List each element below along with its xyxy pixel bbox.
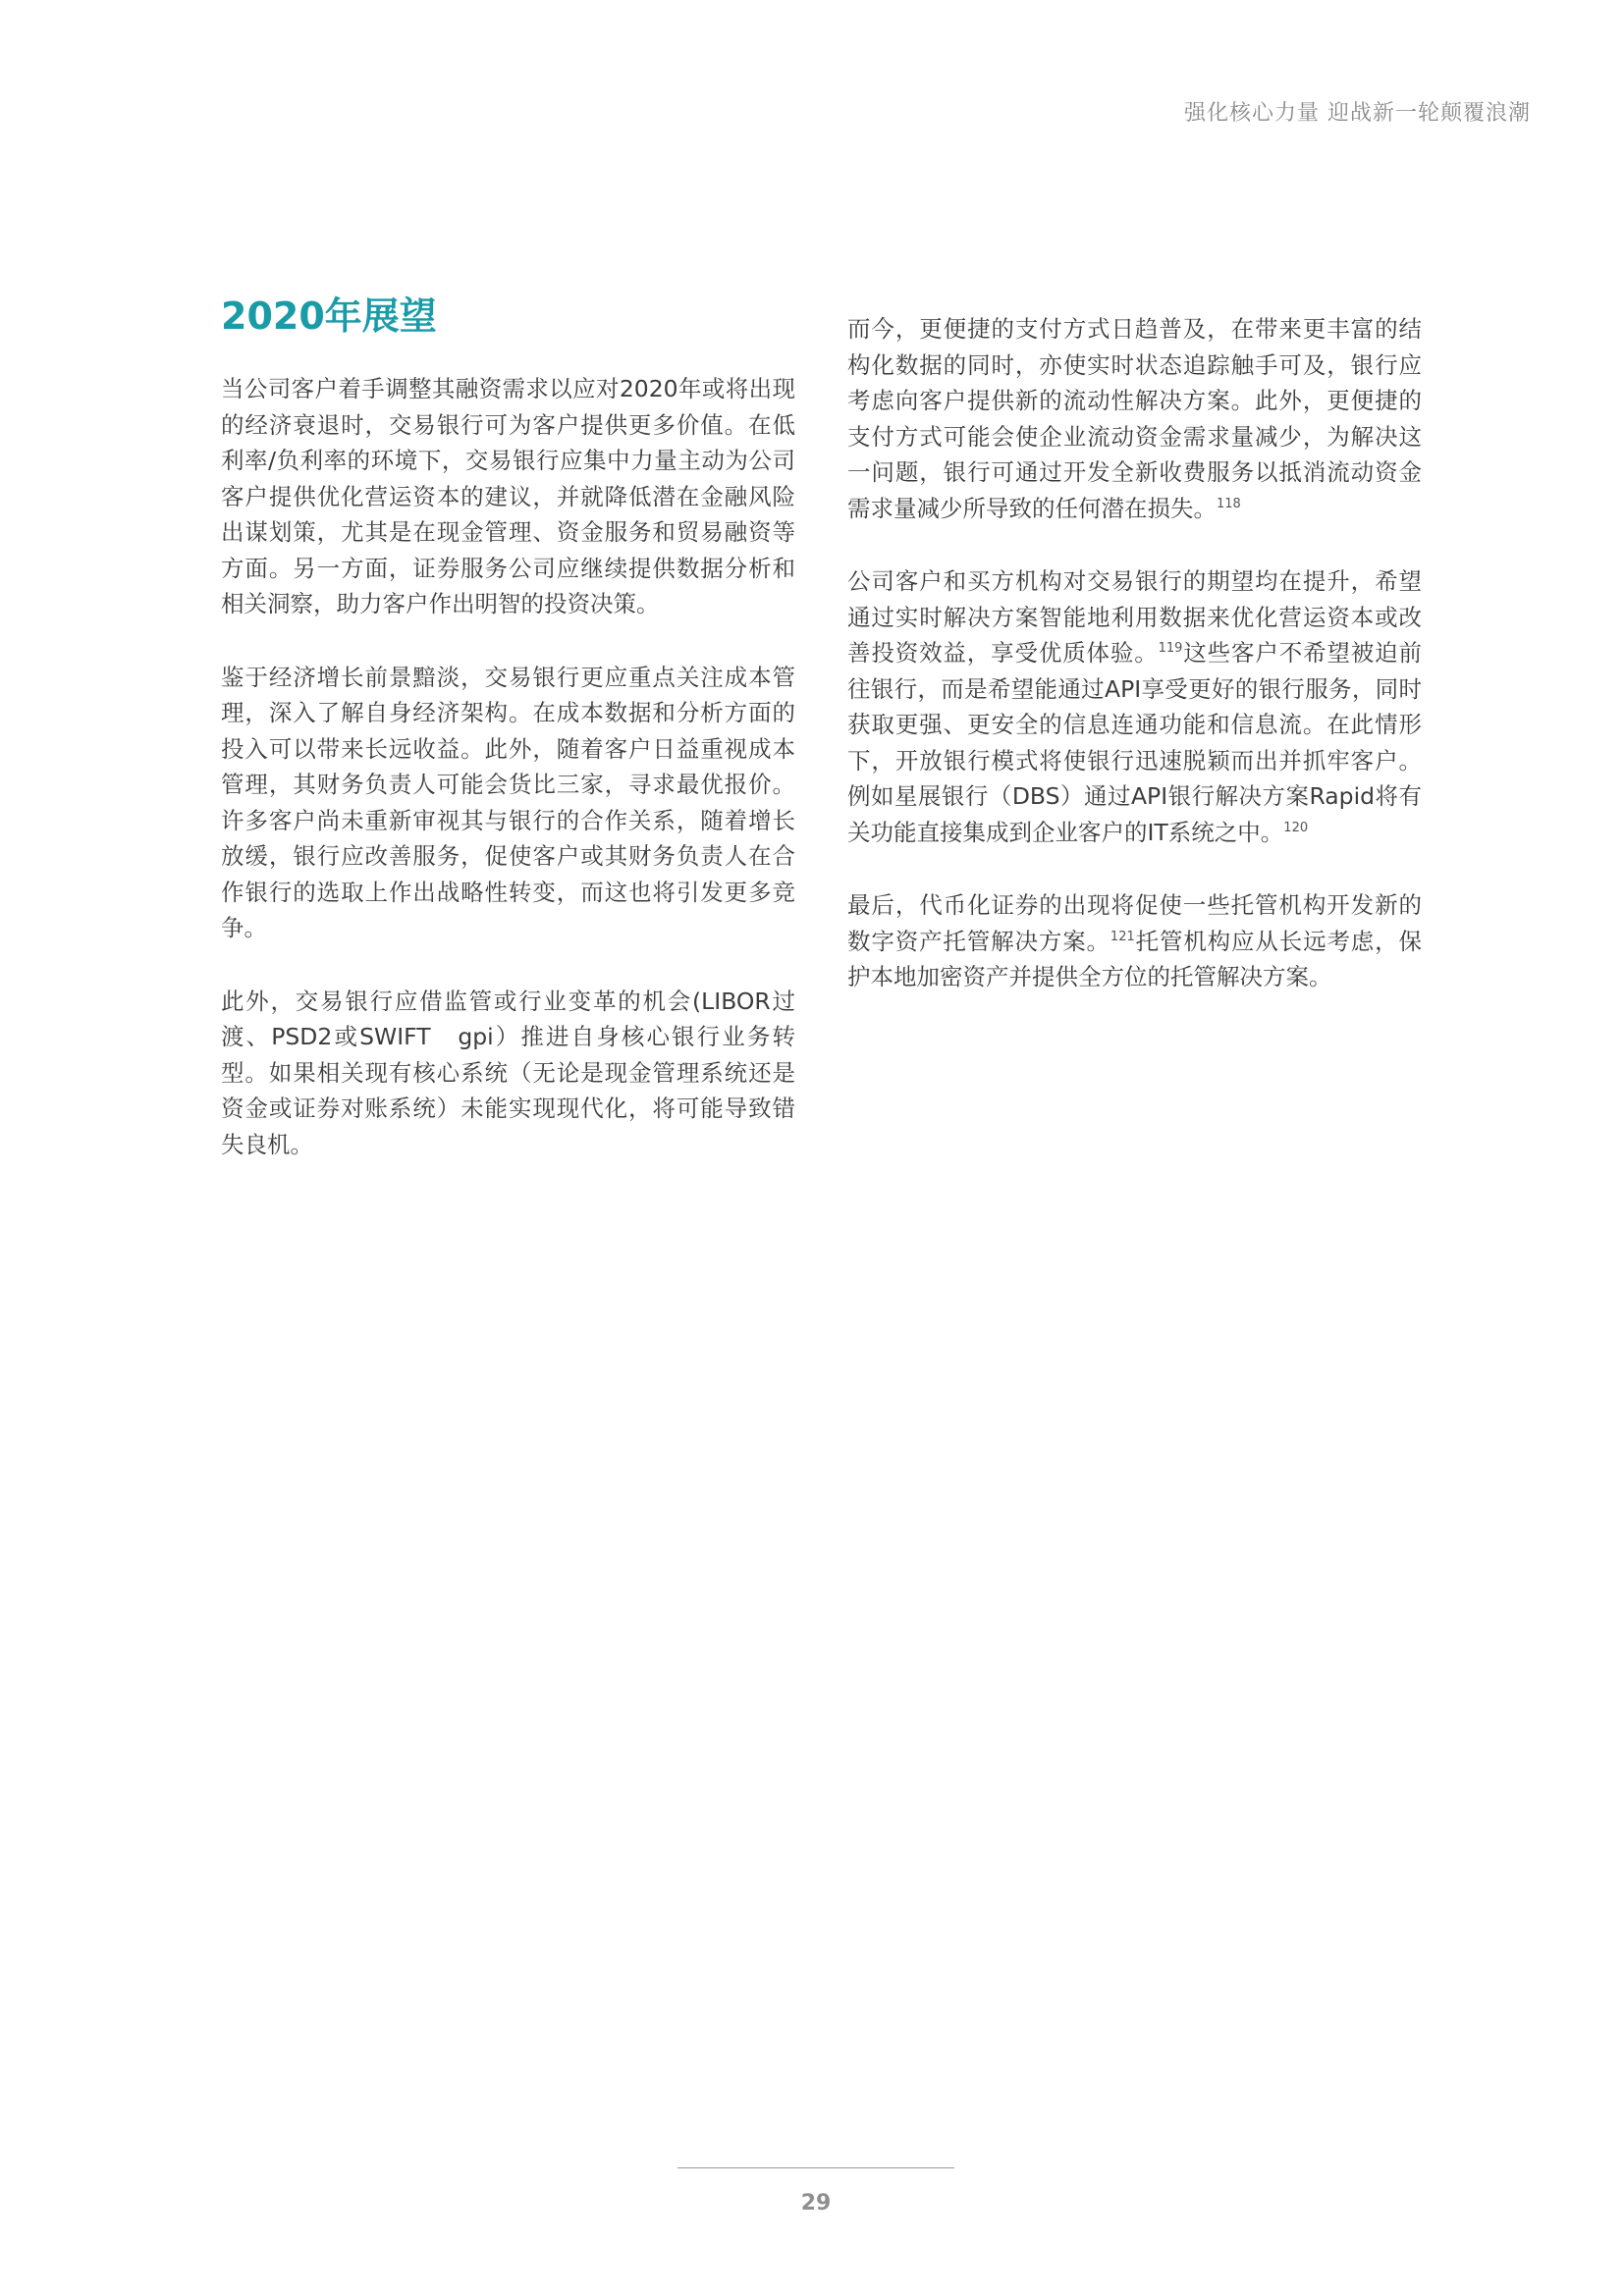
paragraph-text: 托管机构应从长远考虑，保护本地加密资产并提供全方位的托管解决方案。 <box>847 927 1423 990</box>
paragraph <box>847 311 1422 526</box>
paragraph: 当公司客户着手调整其融资需求以应对2020年或将出现的经济衰退时，交易银行可为客户提供更多价值。在低利率/负利率的环境下，交易银行应集中力量主动为公司客户提供优化营运资本的建议，并就降低潜在金融风险出谋划策，尤其是在现金管理、资金服务和贸易融资等方面。另一方面，证券服务公司应继续提供数据分析和相关洞察，助力客户作出明智的投资决策。 <box>221 375 795 617</box>
footnote-ref: 121 <box>1110 929 1135 944</box>
paragraph <box>847 887 1422 995</box>
left-column <box>221 294 795 1200</box>
paragraph-text: 而今，更便捷的支付方式日趋普及，在带来更丰富的结构化数据的同时，亦使实时状态追踪触手可及，银行应考虑向客户提供新的流动性解决方案。此外，更便捷的支付方式可能会使企业流动资金需求量减少，为解决这一问题，银行可通过开发全新收费服务以抵消流动资金需求量减少所导致的任何潜在损失。 <box>847 315 1422 522</box>
paragraph-text: 这些客户不希望被迫前往银行，而是希望能通过API享受更好的银行服务，同时获取更强、更安全的信息连通功能和信息流。在此情形下，开放银行模式将使银行迅速脱颖而出并抓牢客户。例如星展银行（DBS）通过API银行解决方案Rapid将有关功能直接集成到企业客户的IT系统之中。 <box>847 639 1423 846</box>
paragraph: 此外，交易银行应借监管或行业变革的机会(LIBOR过渡、PSD2或SWIFT gpi）推进自身核心银行业务转型。如果相关现有核心系统（无论是现金管理系统还是资金或证券对账系统）未能实现现代化，将可能导致错失良机。 <box>221 987 795 1158</box>
paragraph-text: 最后，代币化证券的出现将促使一些托管机构开发新的数字资产托管解决方案。 <box>847 891 1422 955</box>
footnote-ref: 119 <box>1158 641 1183 656</box>
page-number: 29 <box>800 2191 832 2216</box>
footnote-ref: 118 <box>1217 496 1241 511</box>
footnote-ref: 120 <box>1283 820 1309 835</box>
footer-divider <box>677 2167 954 2168</box>
right-column <box>847 311 1422 1033</box>
section-title: 2020年展望 <box>221 294 437 338</box>
paragraph: 鉴于经济增长前景黯淡，交易银行更应重点关注成本管理，深入了解自身经济架构。在成本数据和分析方面的投入可以带来长远收益。此外，随着客户日益重视成本管理，其财务负责人可能会货比三家，寻求最优报价。许多客户尚未重新审视其与银行的合作关系，随着增长放缓，银行应改善服务，促使客户或其财务负责人在合作银行的选取上作出战略性转变，而这也将引发更多竞争。 <box>221 663 795 941</box>
paragraph <box>847 563 1422 850</box>
paragraph-text: 公司客户和买方机构对交易银行的期望均在提升，希望通过实时解决方案智能地利用数据来优化营运资本或改善投资效益，享受优质体验。 <box>847 567 1422 667</box>
running-header: 强化核心力量 迎战新一轮颠覆浪潮 <box>1184 101 1531 126</box>
